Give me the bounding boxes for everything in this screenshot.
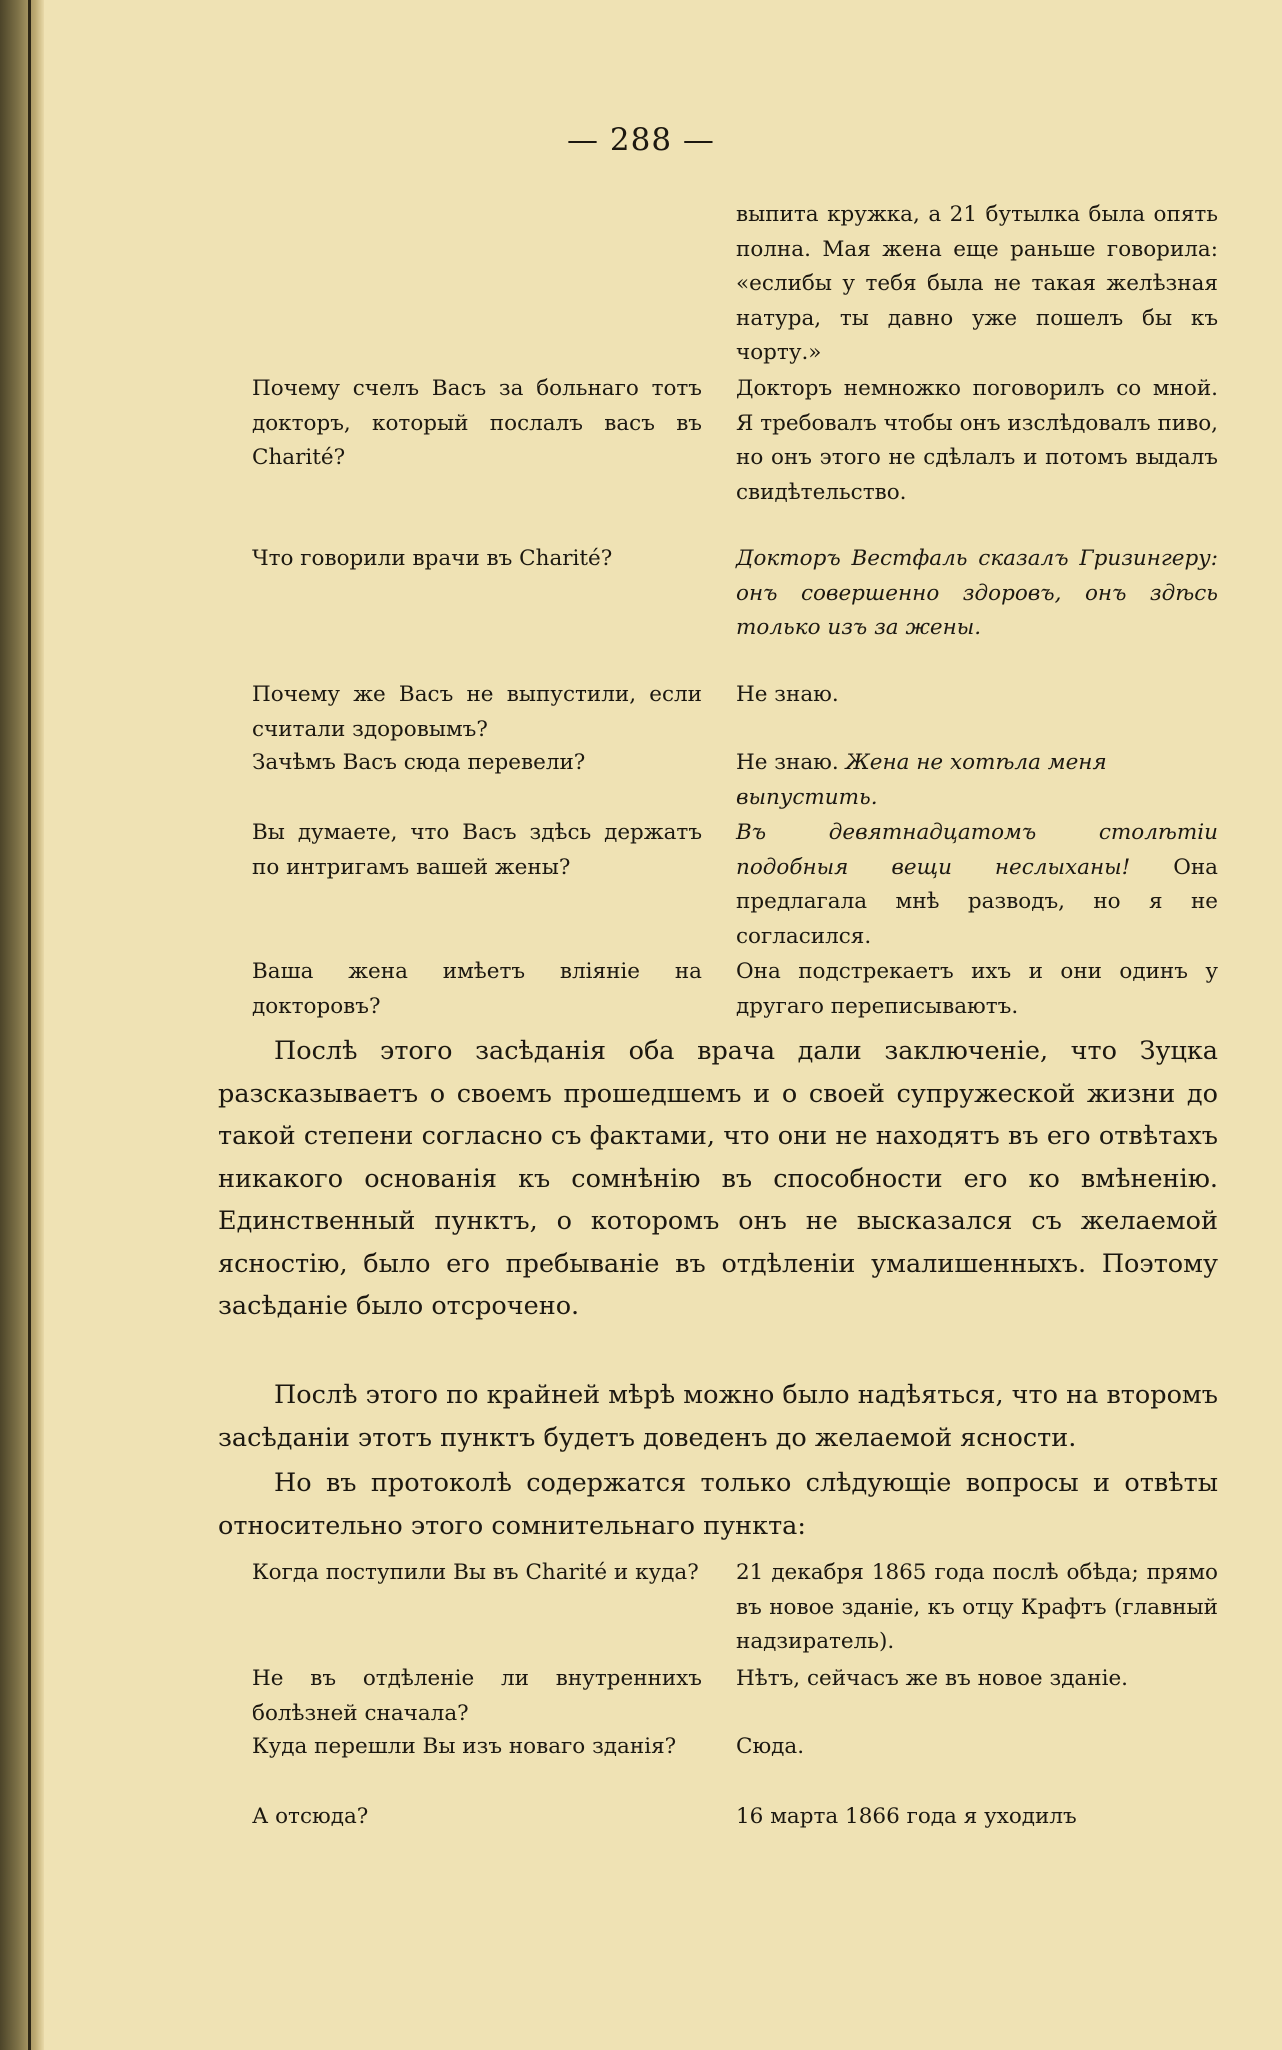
answer-9: Сюда. [736,1734,805,1759]
binding-edge [28,0,31,2050]
question-7: Когда поступили Вы въ Charité и куда? [252,1560,699,1585]
paragraph-1: Послѣ этого засѣданія оба врача дали заключеніе, что Зуцка разсказываетъ о своемъ прошедшемъ и о своей супружеской жизни до такой степени согласно съ фактами, что они не находятъ въ его отвѣтахъ никакого основанія къ сомнѣнію въ способности его ко вмѣненію. Единственный пунктъ, о которомъ онъ не высказался съ желаемой ясностію, было его пребываніе въ отдѣленіи умалишенныхъ. Поэтому засѣданіе было отсрочено. [218,1036,1218,1321]
answer-2: Докторъ Вестфаль сказалъ Гризингеру: онъ совершенно здоровъ, онъ здѣсь только изъ за жены. [736,546,1218,640]
page-gutter [0,0,44,2050]
paragraph-2: Послѣ этого по крайней мѣрѣ можно было надѣяться, что на второмъ засѣданіи этотъ пунктъ будетъ доведенъ до желаемой ясности. [218,1380,1218,1453]
question-5: Вы думаете, что Васъ здѣсь держатъ по интригамъ вашей жены? [252,820,702,880]
answer-7: 21 декабря 1865 года послѣ обѣда; прямо въ новое зданіе, къ отцу Крафтъ (главный надзиратель). [736,1560,1218,1654]
answer-1: Докторъ немножко поговорилъ со мной. Я требовалъ чтобы онъ изслѣдовалъ пиво, но онъ этого не сдѣлалъ и потомъ выдалъ свидѣтельство. [736,376,1218,505]
answer-intro: выпита кружка, а 21 бутылка была опять полна. Мая жена еще раньше говорила: «еслибы у тебя была не такая желѣзная натура, ты давно уже пошелъ бы къ чорту.» [736,202,1218,365]
answer-4 [736,746,1218,815]
question-9: Куда перешли Вы изъ новаго зданія? [252,1734,677,1759]
answer-5 [736,816,1218,954]
question-1: Почему счелъ Васъ за больнаго тотъ докторъ, который послалъ васъ въ Charité? [252,376,702,470]
question-2: Что говорили врачи въ Charité? [252,546,613,571]
answer-10: 16 марта 1866 года я уходилъ [736,1804,1077,1829]
question-8: Не въ отдѣленіе ли внутреннихъ болѣзней сначала? [252,1666,702,1726]
paragraph-3: Но въ протоколѣ содержатся только слѣдующіе вопросы и отвѣты относительно этого сомнительнаго пункта: [218,1468,1218,1541]
answer-4-plain: Не знаю. [736,750,839,775]
page-number: — 288 — [567,122,715,158]
answer-3: Не знаю. [736,682,839,707]
question-3: Почему же Васъ не выпустили, если считали здоровымъ? [252,682,702,742]
answer-5-italic: Въ девятнадцатомъ столѣтiи подобныя вещи неслыханы! [736,820,1218,880]
answer-6: Она подстрекаетъ ихъ и они одинъ у другаго переписываютъ. [736,959,1218,1019]
question-10: А отсюда? [252,1804,369,1829]
answer-5-plain: Она предлагала мнѣ разводъ, но я не согласился. [736,854,1218,949]
answer-8: Нѣтъ, сейчасъ же въ новое зданіе. [736,1666,1129,1691]
answer-4-italic: Жена не хотѣла меня выпустить. [736,750,1107,810]
question-4: Зачѣмъ Васъ сюда перевели? [252,750,586,775]
question-6: Ваша жена имѣетъ вліяніе на докторовъ? [252,959,702,1019]
